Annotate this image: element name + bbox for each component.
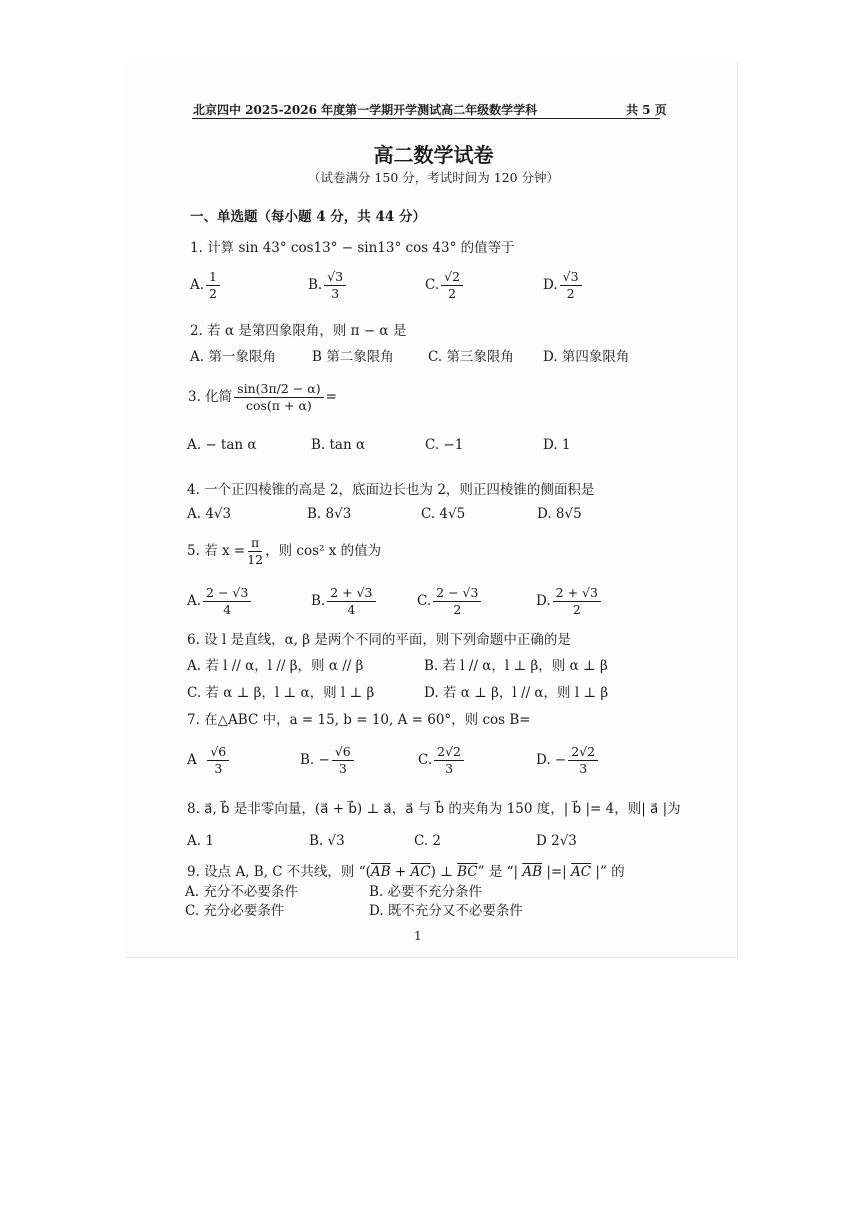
question-6-option-c: C. 若 α ⊥ β，l ⊥ α，则 l ⊥ β	[187, 685, 375, 701]
question-7-option-b: B. − $\frac{√6}{3}$	[300, 745, 356, 776]
question-1-stem: 1. 计算 sin 43° cos13° − sin13° cos 43° 的值等于	[190, 240, 515, 256]
question-6-option-b: B. 若 l // α，l ⊥ β，则 α ⊥ β	[424, 658, 608, 674]
question-1-option-c: C. $\frac{√2}{2}$	[425, 270, 465, 301]
question-4-option-a: A. 4√3	[187, 506, 232, 522]
question-7-option-c: C. $\frac{2√2}{3}$	[418, 745, 466, 776]
question-4-option-d: D. 8√5	[537, 506, 582, 522]
question-4-stem: 4. 一个正四棱锥的高是 2，底面边长也为 2，则正四棱锥的侧面积是	[187, 482, 595, 498]
question-2-option-d: D. 第四象限角	[543, 349, 630, 365]
question-2-option-c: C. 第三象限角	[428, 349, 514, 365]
question-3-option-c: C. −1	[425, 437, 464, 453]
question-9-option-d: D. 既不充分又不必要条件	[369, 903, 523, 919]
question-1-option-b: B. $\frac{√3}{3}$	[308, 270, 348, 301]
question-7-option-d: D. − $\frac{2√2}{3}$	[536, 745, 600, 776]
question-9-stem: 9. 设点 A, B, C 不共线，则 “$(\overline{AB} + \overline{AC})$ ⊥ $\overline{BC}$” 是 “| $\overline{AB}$ |=| $\overline{AC}$ |” 的	[187, 864, 625, 880]
question-5-option-c: C. $\frac{2 - √3}{2}$	[417, 586, 483, 617]
question-6-stem: 6. 设 l 是直线，α, β 是两个不同的平面，则下列命题中正确的是	[187, 632, 571, 648]
question-8-option-b: B. √3	[309, 833, 345, 849]
question-3-option-a: A. − tan α	[187, 437, 257, 453]
question-8-option-c: C. 2	[414, 833, 442, 849]
question-9-option-c: C. 充分必要条件	[185, 903, 285, 919]
question-9-option-a: A. 充分不必要条件	[185, 884, 298, 900]
question-5-option-a: A. $\frac{2 - √3}{4}$	[187, 586, 253, 617]
question-2-stem: 2. 若 α 是第四象限角，则 π − α 是	[190, 323, 407, 339]
header-school-line: 北京四中 2025-2026 年度第一学期开学测试高二年级数学学科	[193, 103, 538, 117]
question-1-option-a: A. $\frac{1}{2}$	[190, 270, 222, 301]
question-5-stem: 5. 若 x = $\frac{\pi}{12}$ ，则 cos² x 的值为	[187, 535, 382, 567]
exam-title: 高二数学试卷	[373, 143, 494, 167]
question-8-option-a: A. 1	[187, 833, 214, 849]
question-3-option-b: B. tan α	[311, 437, 366, 453]
section-title: 一、单选题（每小题 4 分，共 44 分）	[190, 209, 426, 225]
question-6-option-a: A. 若 l // α，l // β，则 α // β	[187, 658, 364, 674]
exam-subtitle: （试卷满分 150 分，考试时间为 120 分钟）	[307, 170, 560, 185]
question-2-option-b: B 第二象限角	[312, 349, 394, 365]
page-number: 1	[414, 929, 422, 943]
question-1-option-d: D. $\frac{√3}{2}$	[543, 270, 584, 301]
question-4-option-c: C. 4√5	[421, 506, 466, 522]
question-6-option-d: D. 若 α ⊥ β，l // α，则 l ⊥ β	[424, 685, 609, 701]
question-5-option-d: D. $\frac{2 + √3}{2}$	[536, 586, 603, 617]
header-page-count: 共 5 页	[626, 103, 667, 117]
question-2-option-a: A. 第一象限角	[190, 349, 276, 365]
header-rule	[192, 118, 660, 119]
question-7-option-a: A $\frac{√6}{3}$	[187, 745, 231, 776]
question-3-option-d: D. 1	[543, 437, 571, 453]
question-8-option-d: D 2√3	[536, 833, 577, 849]
question-4-option-b: B. 8√3	[307, 506, 352, 522]
question-9-option-b: B. 必要不充分条件	[369, 884, 483, 900]
question-7-stem: 7. 在△ABC 中，a = 15, b = 10, A = 60°，则 cos B=	[187, 712, 531, 728]
question-5-option-b: B. $\frac{2 + √3}{4}$	[311, 586, 378, 617]
question-8-stem: 8. a⃗, b⃗ 是非零向量，(a⃗ + b⃗) ⊥ a⃗，a⃗ 与 b⃗ 的夹角为 150 度，| b⃗ |= 4，则| a⃗ |为	[187, 801, 681, 817]
question-3-stem: 3. 化简 $\frac{\sin(3\pi/2 - \alpha)}{\cos(\pi + \alpha)}$ =	[188, 381, 337, 413]
